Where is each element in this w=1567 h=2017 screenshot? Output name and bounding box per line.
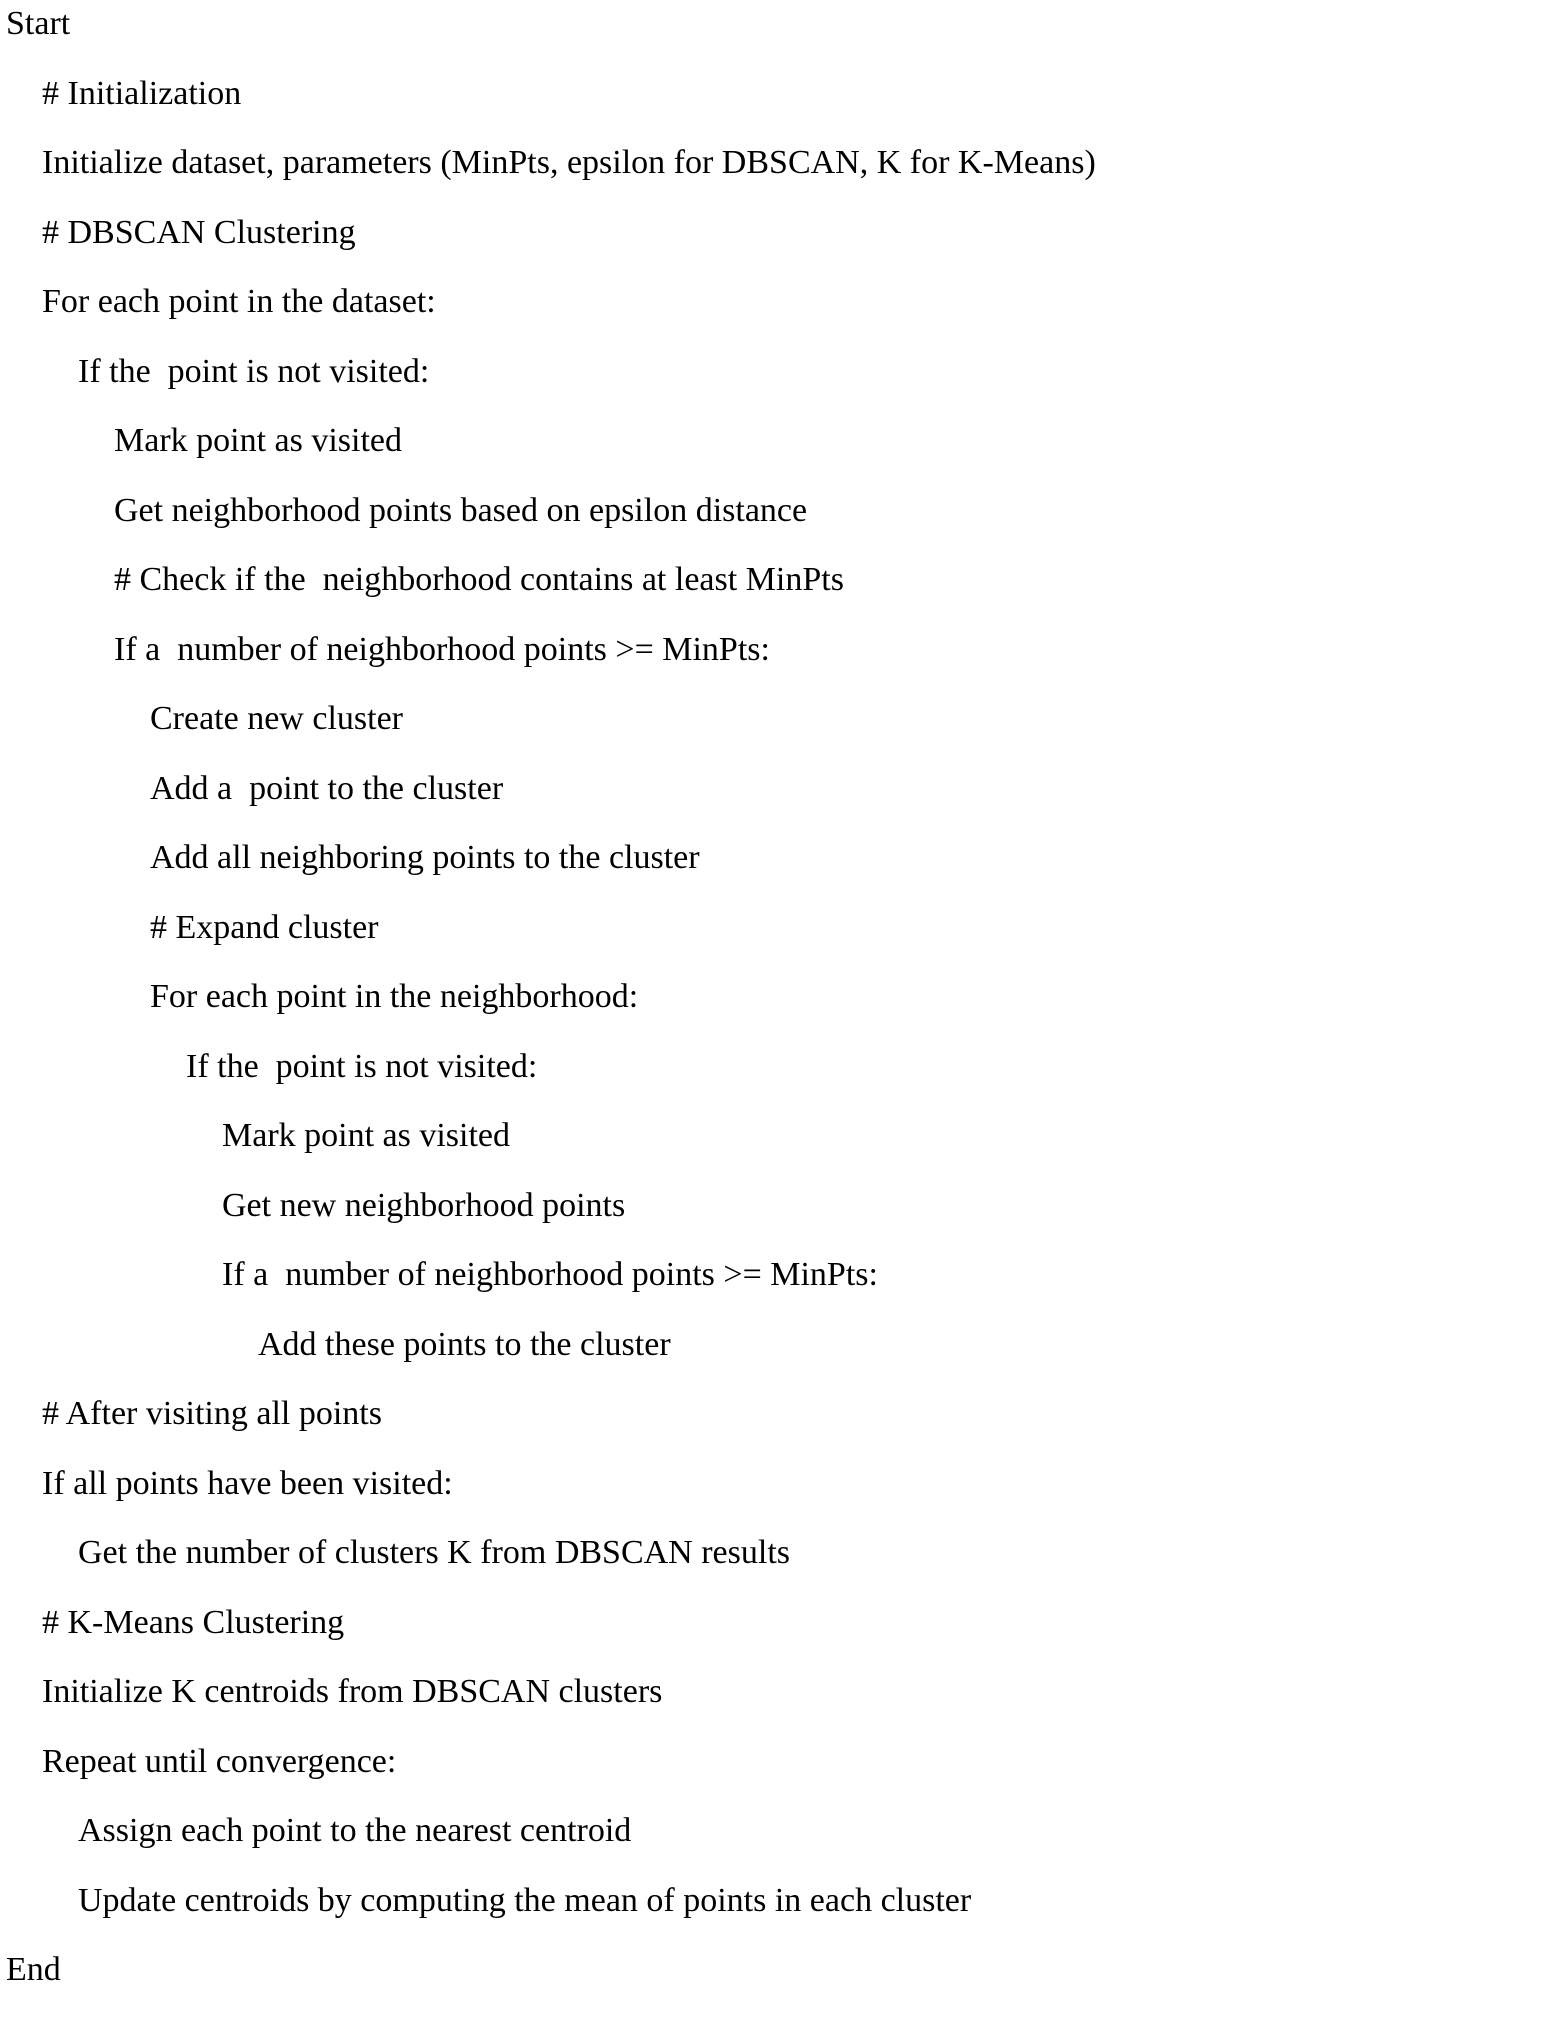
code-line: # Expand cluster <box>150 908 379 946</box>
code-line: If all points have been visited: <box>42 1464 453 1502</box>
code-line: Update centroids by computing the mean of points in each cluster <box>78 1881 972 1919</box>
code-line: If a number of neighborhood points >= MinPts: <box>222 1256 878 1293</box>
code-line: Add all neighboring points to the cluster <box>150 839 700 876</box>
code-line: Add these points to the cluster <box>258 1325 671 1363</box>
code-line: Initialize dataset, parameters (MinPts, epsilon for DBSCAN, K for K-Means) <box>42 144 1096 181</box>
code-line: Get new neighborhood points <box>222 1186 626 1224</box>
code-line: Mark point as visited <box>222 1117 511 1154</box>
code-line: Initialize K centroids from DBSCAN clusters <box>42 1673 663 1710</box>
code-line: Add a point to the cluster <box>150 769 504 807</box>
code-line: Assign each point to the nearest centroid <box>78 1812 632 1849</box>
code-line: Start <box>6 5 71 42</box>
code-line: # DBSCAN Clustering <box>42 213 356 251</box>
code-line: For each point in the neighborhood: <box>150 978 639 1015</box>
code-line: # After visiting all points <box>42 1395 382 1432</box>
code-line: If the point is not visited: <box>78 352 430 390</box>
code-line: If a number of neighborhood points >= MinPts: <box>114 630 770 668</box>
code-line: End <box>6 1951 61 1988</box>
code-line: Mark point as visited <box>114 422 403 459</box>
code-line: For each point in the dataset: <box>42 283 436 320</box>
code-line: Repeat until convergence: <box>42 1742 397 1780</box>
code-line: Get the number of clusters K from DBSCAN results <box>78 1534 791 1571</box>
code-line: Get neighborhood points based on epsilon distance <box>114 491 808 529</box>
code-line: If the point is not visited: <box>186 1047 538 1085</box>
code-line: # Check if the neighborhood contains at least MinPts <box>114 561 844 598</box>
code-line: # K-Means Clustering <box>42 1603 345 1641</box>
code-line: # Initialization <box>42 74 242 112</box>
code-line: Create new cluster <box>150 700 403 737</box>
